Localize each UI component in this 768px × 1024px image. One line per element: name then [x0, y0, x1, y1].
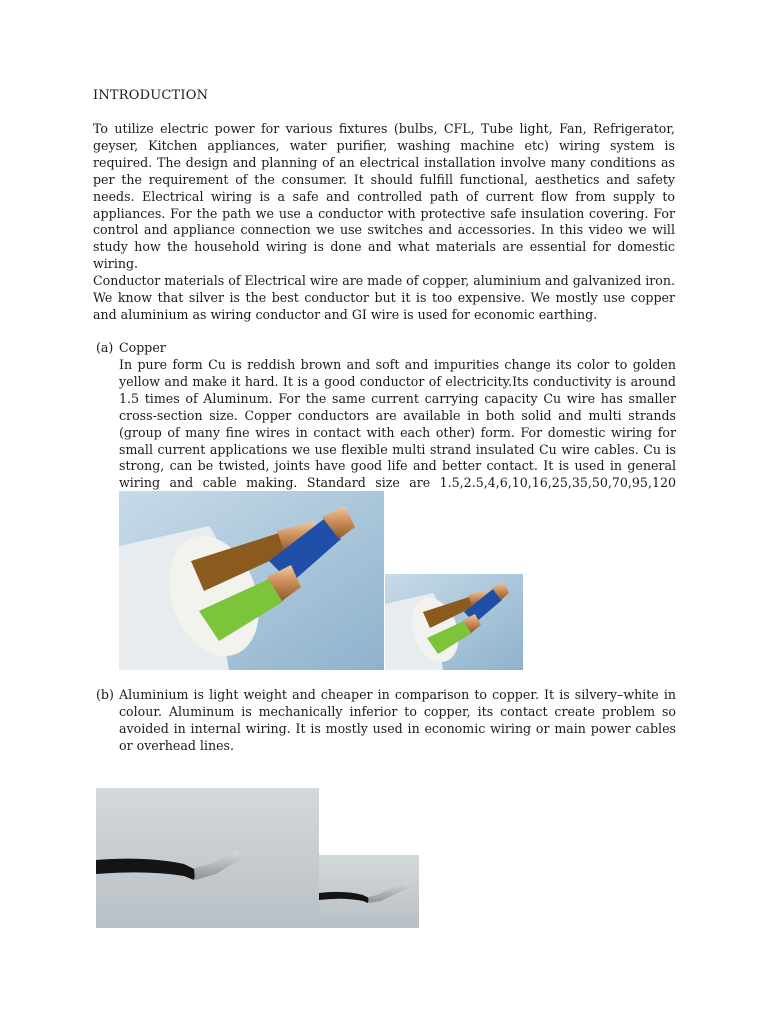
- aluminium-description: Aluminium is light weight and cheaper in comparison to copper. It is silvery–white in colour. Aluminum is mechanically inferior to copper, its contact create problem so avoided in internal wiring. It is mostly used in economic wiring or main power cables or overhead lines.: [119, 687, 676, 753]
- section-heading: INTRODUCTION: [93, 88, 209, 103]
- copper-description: In pure form Cu is reddish brown and soft and impurities change its color to golden yellow and make it hard. It is a good conductor of electricity.Its conductivity is around 1.5 times of Aluminum. For the same current carrying capacity Cu wire has smaller cross-section size. Copper conductors are available in both solid and multi strands (group of many fine wires in contact with each other) form. For domestic wiring for small current applications we use flexible multi strand insulated Cu wire cables. Cu is strong, can be twisted, joints have good life and better contact. It is used in general wiring and cable making. Standard size are 1.5,2.5,4,6,10,16,25,35,50,70,95,120: [119, 357, 676, 491]
- list-marker: (a): [96, 340, 114, 355]
- conductor-paragraph: Conductor materials of Electrical wire are made of copper, aluminium and galvanized iron. We know that silver is the best conductor but it is too expensive. We mostly use copper and aluminium as wiring conductor and GI wire is used for economic earthing.: [93, 273, 675, 322]
- copper-title: Copper: [119, 340, 166, 355]
- aluminium-cable-photo-small: [319, 855, 419, 928]
- copper-cable-photo-large: [119, 491, 384, 670]
- copper-cable-photo-small: [385, 574, 523, 670]
- list-marker: (b): [96, 687, 114, 702]
- aluminium-cable-photo-large: [96, 788, 319, 928]
- intro-paragraph: To utilize electric power for various fixtures (bulbs, CFL, Tube light, Fan, Refrigerator, geyser, Kitchen appliances, water purifier, washing machine etc) wiring system is required. The design and planning of an electrical installation involve many conditions as per the requirement of the consumer. It should fulfill functional, aesthetics and safety needs. Electrical wiring is a safe and controlled path of current flow from supply to appliances. For the path we use a conductor with protective safe insulation covering. For control and appliance connection we use switches and accessories. In this video we will study how the household wiring is done and what materials are essential for domestic wiring.: [93, 121, 675, 272]
